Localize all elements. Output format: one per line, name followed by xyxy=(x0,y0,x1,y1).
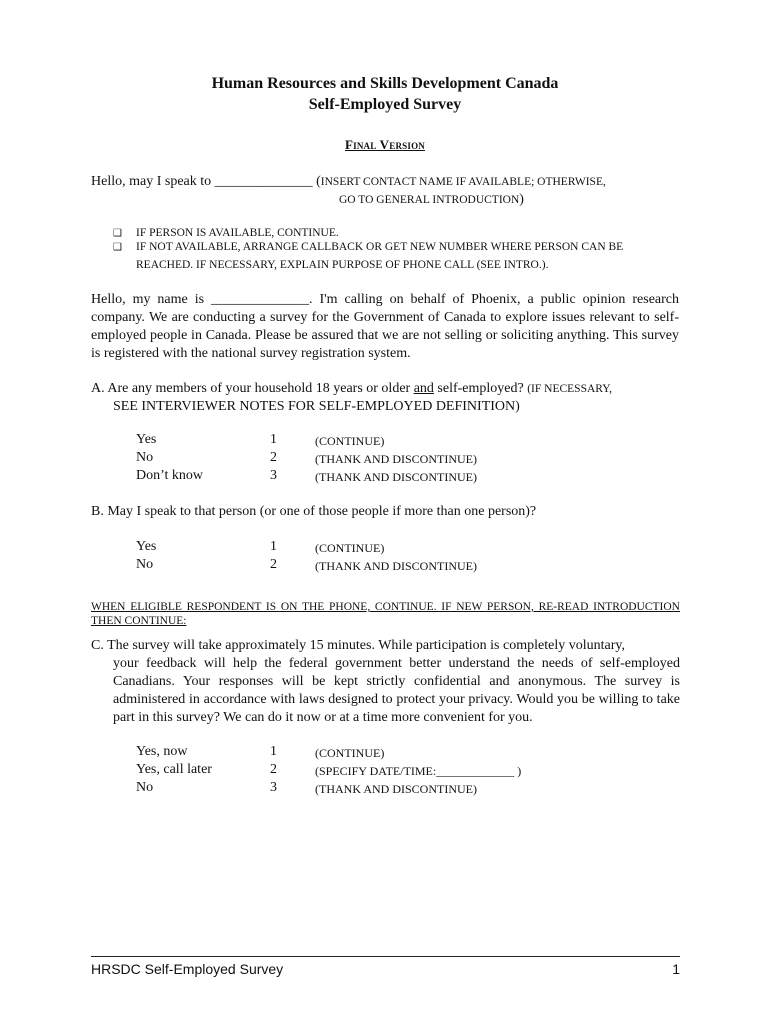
question-a-instruction-2: SEE INTERVIEWER NOTES FOR SELF-EMPLOYED DEFINITION) xyxy=(113,399,520,414)
footer-divider xyxy=(91,956,680,957)
option-label: No xyxy=(136,780,154,795)
option-note: (THANK AND DISCONTINUE) xyxy=(315,782,477,796)
contact-request-line xyxy=(91,173,679,191)
option-label: Yes xyxy=(136,539,157,554)
contact-instruction-2: GO TO GENERAL INTRODUCTION xyxy=(339,194,520,206)
question-a-underlined: and xyxy=(413,381,434,396)
option-code: 2 xyxy=(270,557,277,572)
option-note: (THANK AND DISCONTINUE) xyxy=(315,452,477,466)
option-code: 2 xyxy=(270,762,277,777)
option-note: (THANK AND DISCONTINUE) xyxy=(315,559,477,573)
question-a-text xyxy=(91,380,681,398)
contact-request-text: Hello, may I speak to ______________ ( xyxy=(91,174,321,189)
question-a-part1: A. Are any members of your household 18 years or older xyxy=(91,381,414,396)
contact-instruction-line2 xyxy=(339,191,679,209)
question-a-instruction-1: (IF NECESSARY, xyxy=(527,383,613,395)
checkbox-bullet-icon: ❑ xyxy=(113,228,122,239)
document-subtitle: Self-Employed Survey xyxy=(308,96,462,113)
page-number: 1 xyxy=(672,961,680,977)
introduction-paragraph: Hello, my name is ______________. I'm calling on behalf of Phoenix, a public opinion research company. We are conducting a survey for the Government of Canada to explore issues relevant to self-employed people in Canada. Please be assured that we are not selling or soliciting anything. This survey is registered with the national survey registration system. xyxy=(91,292,679,361)
question-c-first-line: C. The survey will take approximately 15 minutes. While participation is completely voluntary, xyxy=(91,638,625,653)
option-code: 1 xyxy=(270,432,277,447)
checkbox-bullet-icon: ❑ xyxy=(113,242,122,253)
option-note: (CONTINUE) xyxy=(315,434,385,448)
bullet-item: IF NOT AVAILABLE, ARRANGE CALLBACK OR GET NEW NUMBER WHERE PERSON CAN BE xyxy=(136,241,624,253)
contact-instruction-close: ) xyxy=(519,192,524,207)
bullet-item-continued: REACHED. IF NECESSARY, EXPLAIN PURPOSE OF PHONE CALL (SEE INTRO.). xyxy=(136,259,549,271)
question-b-text: B. May I speak to that person (or one of those people if more than one person)? xyxy=(91,504,537,519)
option-label: Yes xyxy=(136,432,157,447)
option-note: (SPECIFY DATE/TIME:_____________ ) xyxy=(315,764,522,778)
option-code: 2 xyxy=(270,450,277,465)
option-label: No xyxy=(136,450,154,465)
option-label: Yes, now xyxy=(136,744,188,759)
interviewer-instruction: WHEN ELIGIBLE RESPONDENT IS ON THE PHONE, CONTINUE. IF NEW PERSON, RE-READ INTRODUCTION THEN CONTINUE: xyxy=(91,601,680,627)
option-code: 1 xyxy=(270,539,277,554)
document-title: Human Resources and Skills Development Canada xyxy=(211,75,559,92)
option-code: 3 xyxy=(270,780,277,795)
contact-instruction-1: INSERT CONTACT NAME IF AVAILABLE; OTHERWISE, xyxy=(320,176,606,188)
option-code: 3 xyxy=(270,468,277,483)
option-label: Yes, call later xyxy=(136,762,212,777)
bullet-item: IF PERSON IS AVAILABLE, CONTINUE. xyxy=(136,227,339,239)
question-c-body: your feedback will help the federal government better understand the needs of self-employed Canadians. Your responses will be kept strictly confidential and anonymous. The survey is administered in accordance with laws designed to protect your privacy. Would you be willing to take part in this survey? We can do it now or at a time more convenient for you. xyxy=(113,656,680,725)
option-note: (CONTINUE) xyxy=(315,746,385,760)
option-note: (THANK AND DISCONTINUE) xyxy=(315,470,477,484)
question-a-part2: self-employed? xyxy=(433,381,528,396)
footer-title: HRSDC Self-Employed Survey xyxy=(91,961,284,977)
option-note: (CONTINUE) xyxy=(315,541,385,555)
option-label: Don’t know xyxy=(136,468,204,483)
option-label: No xyxy=(136,557,154,572)
option-code: 1 xyxy=(270,744,277,759)
version-label: Final Version xyxy=(345,137,425,152)
